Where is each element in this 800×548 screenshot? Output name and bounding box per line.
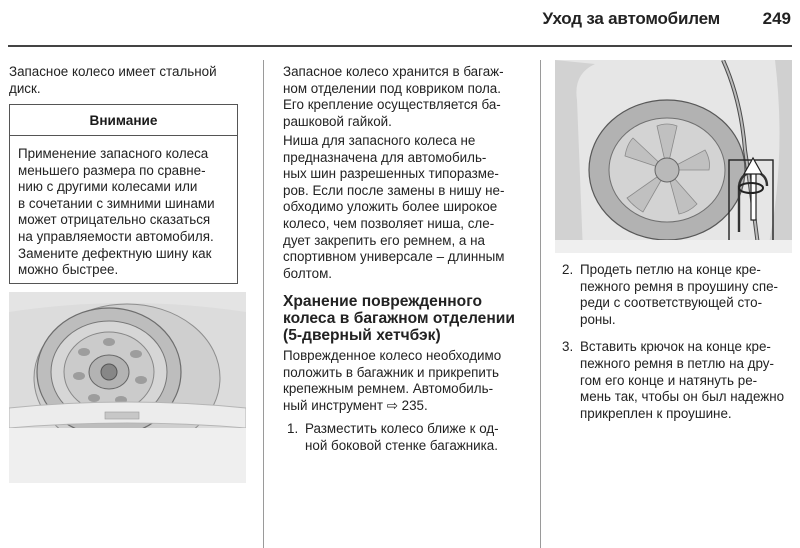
text-line [283,398,533,415]
page-number: 249 [762,9,791,28]
text-line: ной боковой стенке багажника. [305,437,498,453]
text-line: положить в багажник и прикрепить [283,364,499,380]
heading-line: (5-дверный хетчбэк) [283,327,441,344]
text-line: роны. [580,311,616,327]
text-line: Ниша для запасного колеса не [283,133,476,148]
text-line: болтом. [283,265,332,281]
header-rule [8,45,792,47]
list-item [283,421,533,454]
storage-paragraph [283,64,533,130]
text-line: рашковой гайкой. [283,113,392,129]
section-heading [283,293,528,344]
text-line: пежного ремня в проушину спе- [580,278,778,294]
text-line: прикреплен к проушине. [580,405,732,421]
steps-list-col2 [283,421,533,460]
text-line: Замените дефектную шину как [18,245,212,261]
text-line: колесо, чем позволяет ниша, сле- [283,215,495,231]
text-line: Запасное колесо хранится в багаж- [283,64,504,79]
warning-title: Внимание [10,105,237,136]
strap-attachment-illustration [555,60,792,253]
step-number: 1. [287,421,299,436]
text-line: нию с другими колесами или [18,179,198,195]
intro-paragraph [9,64,249,97]
text-line: обходимо уложить более широкое [283,199,498,215]
page-reference-link[interactable]: 235. [401,397,428,413]
text-line: Поврежденное колесо необходимо [283,348,502,363]
text-line: диск. [9,80,41,96]
text-line: меньшего размера по сравне- [18,162,206,178]
text-fragment: ный инструмент [283,397,383,413]
text-line: в сочетании с зимними шинами [18,195,215,211]
text-line: Запасное колесо имеет стальной [9,64,217,79]
text-line: Применение запасного колеса [18,146,209,161]
text-line: пежного ремня в петлю на дру- [580,355,774,371]
step-number: 3. [562,339,574,355]
list-item [558,339,794,422]
text-line: предназначена для автомобиль- [283,149,487,165]
text-line: дует закрепить его ремнем, а на [283,232,485,248]
step-number: 2. [562,262,574,277]
page-reference-arrow-icon: ⇨ [386,397,398,413]
warning-text [10,136,237,279]
text-line: реди с соответствующей сто- [580,295,763,311]
text-line: на управляемости автомобиля. [18,228,214,244]
text-line: ных шин разрешенных типоразме- [283,166,499,182]
text-line: спортивном универсале – длинным [283,249,505,265]
text-line: Разместить колесо ближе к од- [305,421,499,436]
damaged-wheel-paragraph [283,348,533,414]
text-line: ном отделении под ковриком пола. [283,80,501,96]
warning-box [9,104,238,284]
text-line: гом его конце и натянуть ре- [580,372,758,388]
column-divider-1 [263,60,264,548]
column-divider-2 [540,60,541,548]
text-line: Продеть петлю на конце кре- [580,262,761,277]
section-title: Уход за автомобилем [542,9,720,28]
text-line: мень так, чтобы он был надежно [580,389,785,405]
text-line: крепежным ремнем. Автомобиль- [283,381,494,397]
spare-wheel-well-illustration [9,292,246,483]
list-item [558,262,794,328]
text-line: может отрицательно сказаться [18,212,211,228]
text-line: Его крепление осуществляется ба- [283,97,501,113]
text-line: можно быстрее. [18,262,119,278]
text-line: ров. Если после замены в нишу не- [283,182,505,198]
steps-list-col3 [558,262,794,428]
text-line: Вставить крючок на конце кре- [580,339,771,355]
heading-line: колеса в багажном отделении [283,310,515,327]
heading-line: Хранение поврежденного [283,293,483,310]
wheel-well-paragraph [283,133,533,282]
